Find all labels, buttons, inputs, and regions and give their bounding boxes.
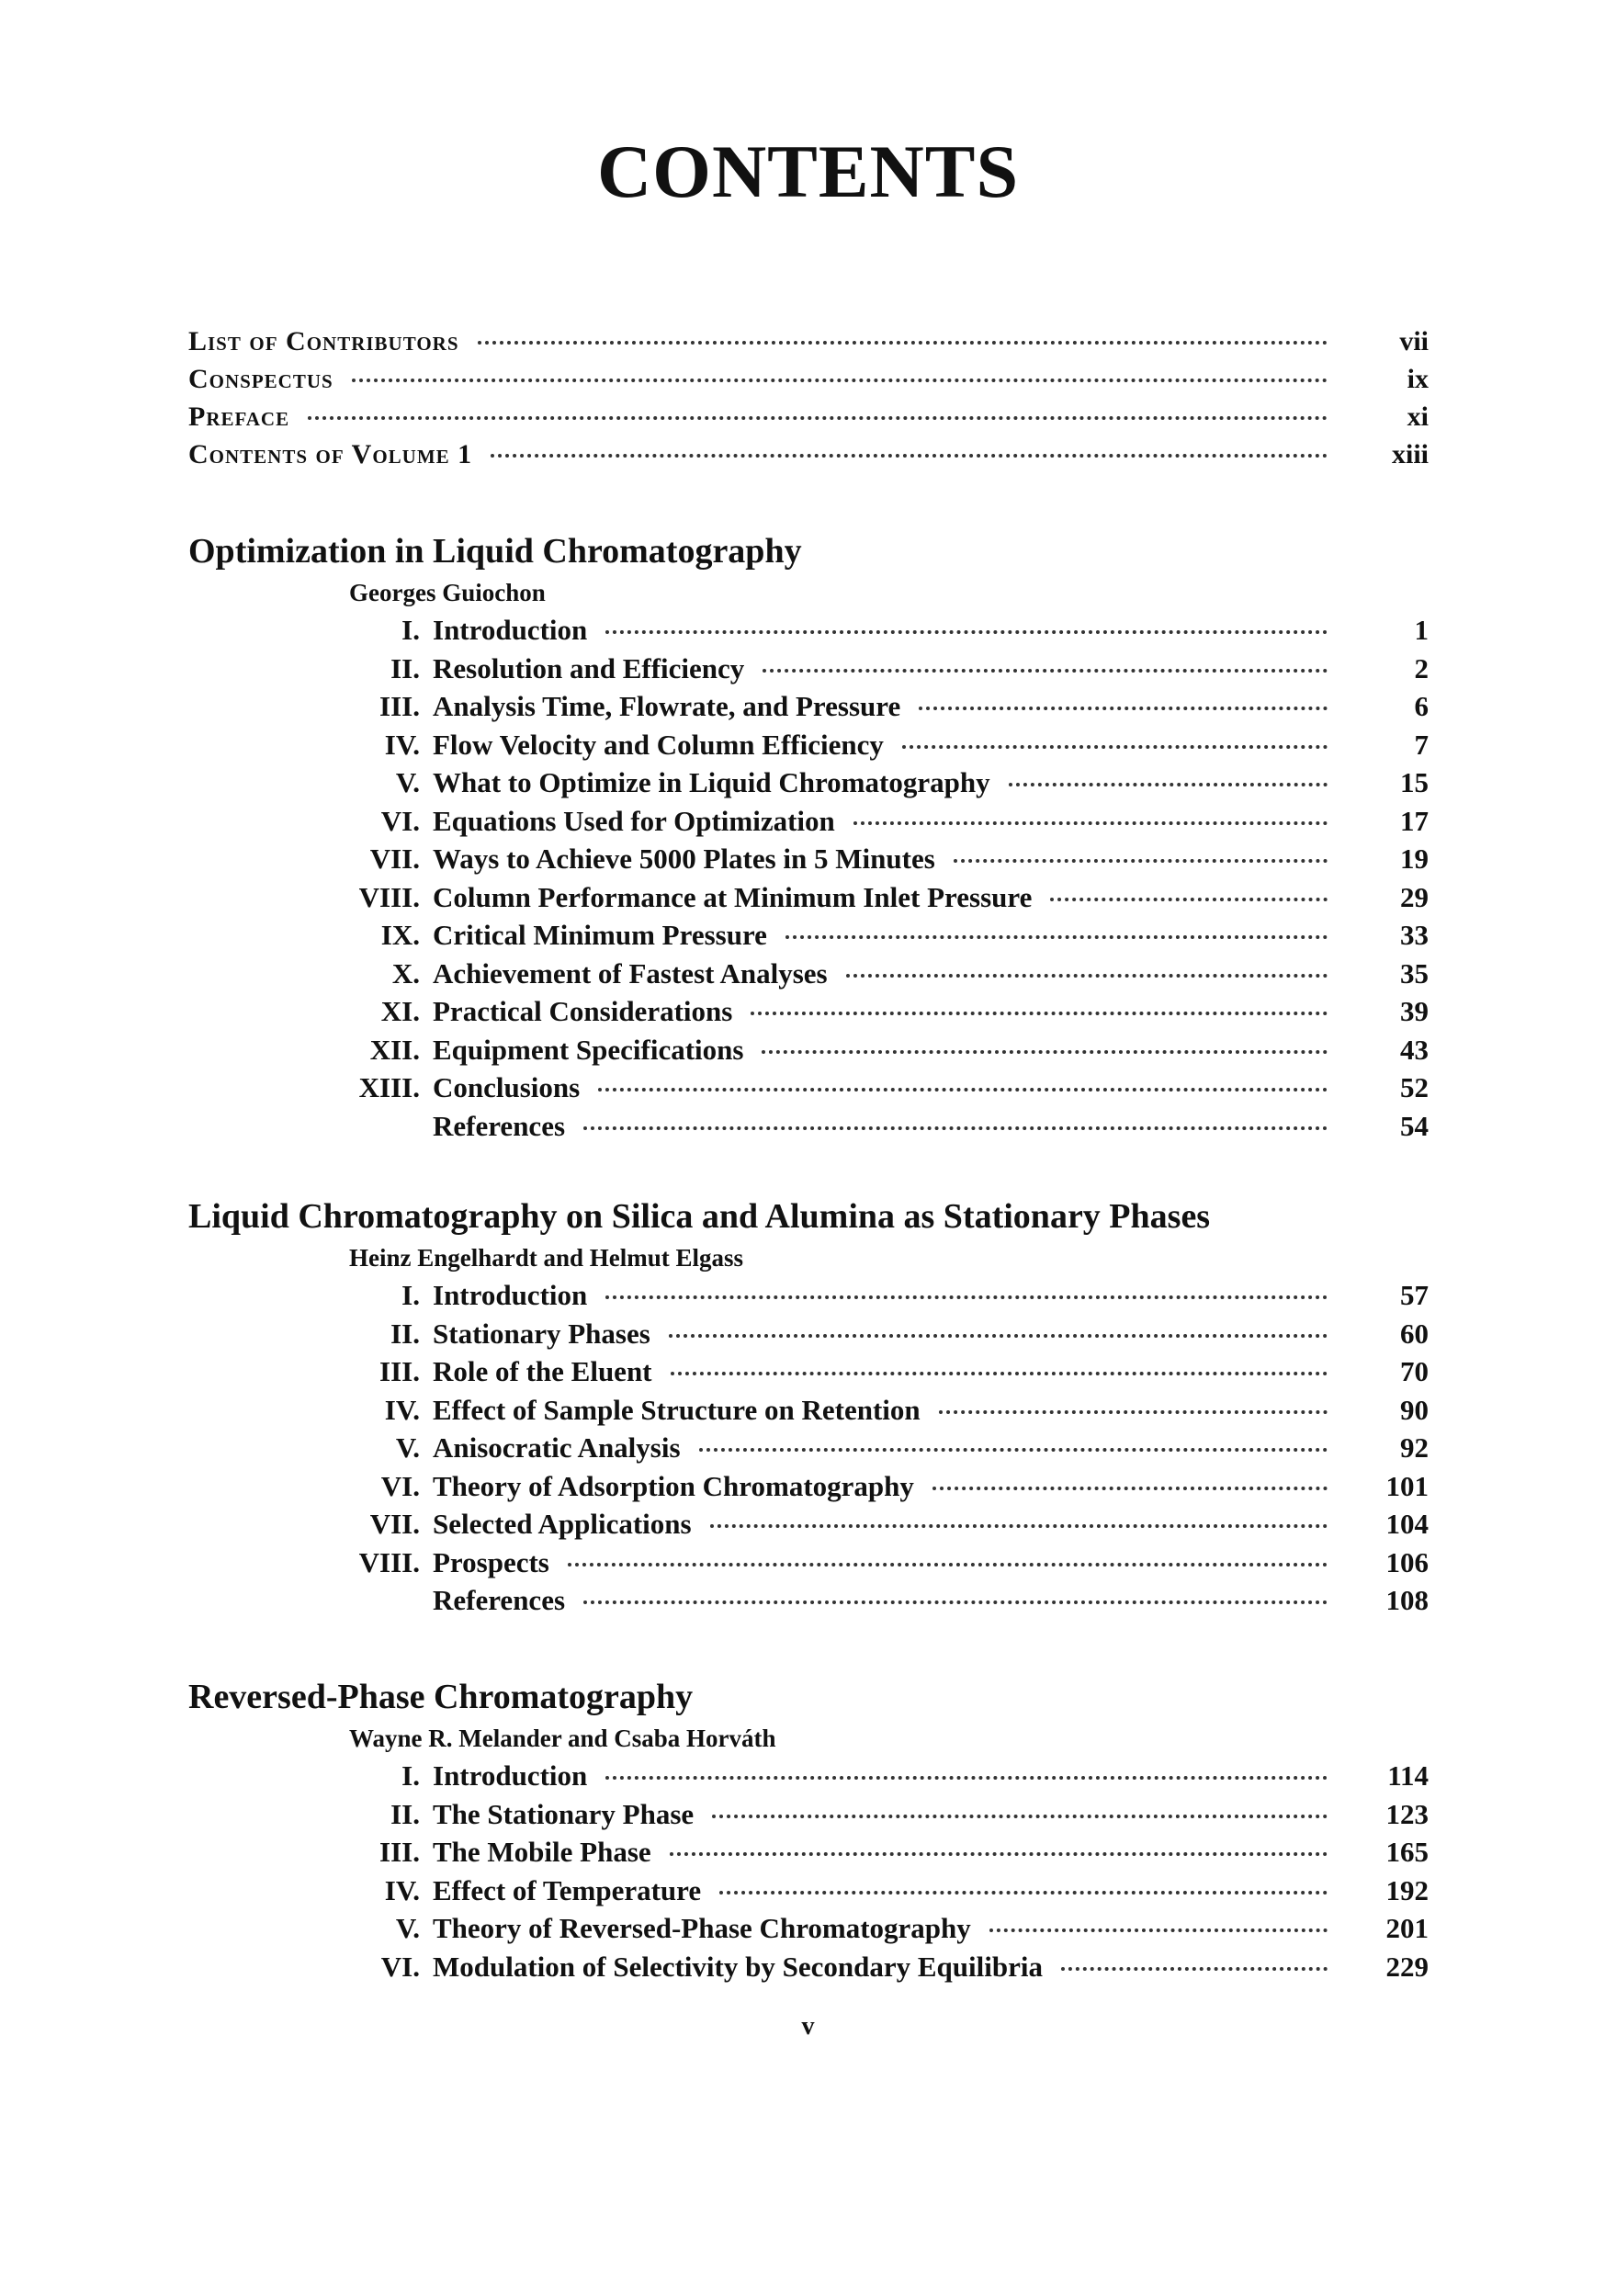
section-number: V. — [395, 766, 420, 798]
toc-entry — [188, 652, 1429, 691]
section-number: VII. — [369, 1508, 420, 1540]
section-title: References — [433, 1584, 566, 1616]
section-page: 2 — [1414, 651, 1429, 684]
section-title: Theory of Adsorption Chromatography — [433, 1469, 914, 1502]
section-title: References — [433, 1109, 566, 1142]
section-number: VI. — [380, 804, 420, 837]
section-number: I. — [401, 1759, 420, 1792]
toc-entry — [188, 1110, 1429, 1148]
chapter-authors: Georges Guiochon — [349, 579, 546, 606]
dot-leader — [478, 341, 1328, 345]
chapter-title: Optimization in Liquid Chromatography — [188, 532, 802, 571]
toc-entry — [188, 690, 1429, 729]
dot-leader — [598, 1088, 1328, 1091]
chapter — [188, 531, 1429, 1148]
dot-leader — [699, 1448, 1328, 1452]
chapter — [188, 1196, 1429, 1623]
dot-leader — [352, 379, 1328, 382]
toc-entry — [188, 1279, 1429, 1318]
section-title: Critical Minimum Pressure — [433, 919, 767, 951]
dot-leader — [853, 821, 1328, 825]
section-page: 35 — [1400, 956, 1429, 990]
toc-entry — [188, 1355, 1429, 1394]
front-matter-entry — [188, 402, 1429, 439]
section-number: VIII. — [358, 1545, 420, 1578]
section-title: Selected Applications — [433, 1508, 692, 1540]
toc-entry — [188, 1546, 1429, 1585]
page-title: CONTENTS — [596, 130, 1020, 213]
section-title: What to Optimize in Liquid Chromatography — [433, 766, 990, 798]
toc-entry — [188, 729, 1429, 767]
section-page: 17 — [1400, 804, 1429, 837]
dot-leader — [1050, 898, 1328, 901]
section-page: 52 — [1400, 1071, 1429, 1103]
section-title: Anisocratic Analysis — [433, 1431, 681, 1464]
dot-leader — [605, 1295, 1328, 1299]
section-number: VI. — [380, 1950, 420, 1983]
toc-entry — [188, 1584, 1429, 1623]
section-number: IV. — [384, 1393, 420, 1426]
section-title: Effect of Sample Structure on Retention — [433, 1393, 921, 1426]
toc-entry — [188, 1034, 1429, 1072]
dot-leader — [919, 707, 1328, 710]
section-page: 101 — [1385, 1469, 1429, 1502]
dot-leader — [669, 1334, 1328, 1338]
section-page: 60 — [1400, 1317, 1429, 1350]
chapter-authors: Wayne R. Melander and Csaba Horváth — [349, 1725, 776, 1752]
section-title: Effect of Temperature — [433, 1873, 702, 1906]
section-page: 39 — [1400, 995, 1429, 1027]
dot-leader — [932, 1487, 1328, 1490]
section-title: Role of the Eluent — [433, 1355, 652, 1387]
toc-entry — [188, 614, 1429, 652]
section-page: 29 — [1400, 880, 1429, 913]
section-title: The Stationary Phase — [433, 1797, 695, 1830]
section-number: III. — [379, 690, 420, 722]
toc-entry — [188, 843, 1429, 881]
section-page: 192 — [1385, 1873, 1429, 1906]
page-number: v — [801, 2012, 815, 2041]
chapter-title: Liquid Chromatography on Silica and Alumina as Stationary Phases — [188, 1197, 1211, 1236]
section-number: IV. — [384, 728, 420, 761]
toc-entry — [188, 995, 1429, 1034]
toc-entry — [188, 1318, 1429, 1356]
front-matter-entry — [188, 364, 1429, 402]
front-matter-page: vii — [1399, 326, 1429, 356]
section-page: 54 — [1400, 1109, 1429, 1142]
section-title: Flow Velocity and Column Efficiency — [433, 728, 884, 761]
section-title: Equations Used for Optimization — [433, 804, 835, 837]
toc-entry — [188, 919, 1429, 957]
section-number: II. — [390, 651, 420, 684]
dot-leader — [1009, 783, 1328, 786]
toc-entry — [188, 1836, 1429, 1874]
toc-entry — [188, 1798, 1429, 1837]
toc-entry — [188, 1874, 1429, 1913]
toc-entry — [188, 1951, 1429, 1989]
section-number: II. — [390, 1317, 420, 1350]
chapter-authors: Heinz Engelhardt and Helmut Elgass — [349, 1244, 744, 1272]
section-page: 108 — [1385, 1584, 1429, 1616]
section-page: 15 — [1400, 766, 1429, 798]
section-title: Modulation of Selectivity by Secondary Equilibria — [433, 1950, 1043, 1983]
section-page: 7 — [1414, 728, 1429, 761]
dot-leader — [671, 1372, 1328, 1375]
dot-leader — [308, 416, 1328, 420]
dot-leader — [605, 630, 1328, 634]
toc-entry — [188, 881, 1429, 920]
section-page: 165 — [1385, 1836, 1429, 1868]
dot-leader — [719, 1891, 1328, 1894]
section-page: 201 — [1385, 1912, 1429, 1944]
section-number: VI. — [380, 1469, 420, 1502]
section-title: Achievement of Fastest Analyses — [433, 956, 828, 990]
section-page: 19 — [1400, 843, 1429, 875]
section-number: I. — [401, 1279, 420, 1311]
section-title: Resolution and Efficiency — [433, 651, 745, 684]
dot-leader — [939, 1410, 1328, 1414]
dot-leader — [568, 1563, 1328, 1566]
dot-leader — [583, 1600, 1328, 1604]
section-title: Introduction — [433, 1759, 588, 1792]
dot-leader — [491, 454, 1328, 458]
section-page: 1 — [1414, 614, 1429, 646]
chapter — [188, 1677, 1429, 1988]
section-number: XI. — [380, 995, 420, 1027]
dot-leader — [710, 1524, 1328, 1528]
section-title: Conclusions — [433, 1071, 581, 1103]
dot-leader — [762, 1050, 1328, 1054]
section-title: Equipment Specifications — [433, 1033, 744, 1066]
section-title: Analysis Time, Flowrate, and Pressure — [433, 690, 901, 722]
front-matter-label: List of Contributors — [188, 326, 459, 356]
section-page: 90 — [1400, 1393, 1429, 1426]
section-number: VIII. — [358, 880, 420, 913]
section-number: IV. — [384, 1873, 420, 1906]
front-matter-label: Conspectus — [188, 364, 333, 394]
dot-leader — [989, 1928, 1328, 1932]
section-number: VII. — [369, 843, 420, 875]
toc-entry — [188, 1759, 1429, 1798]
toc-entry — [188, 1071, 1429, 1110]
dot-leader — [751, 1012, 1328, 1015]
dot-leader — [670, 1852, 1328, 1856]
section-page: 123 — [1385, 1797, 1429, 1830]
section-number: V. — [395, 1431, 420, 1464]
section-number: XII. — [369, 1033, 420, 1066]
toc-entry — [188, 805, 1429, 843]
section-page: 104 — [1385, 1508, 1429, 1540]
front-matter-page: ix — [1407, 364, 1429, 394]
front-matter-list — [188, 326, 1429, 477]
dot-leader — [1061, 1967, 1328, 1971]
dot-leader — [954, 859, 1328, 863]
section-title: Introduction — [433, 614, 588, 646]
dot-leader — [605, 1776, 1328, 1780]
section-page: 114 — [1387, 1759, 1429, 1792]
section-title: Practical Considerations — [433, 995, 733, 1027]
section-page: 106 — [1385, 1545, 1429, 1578]
section-number: III. — [379, 1355, 420, 1387]
front-matter-label: Contents of Volume 1 — [188, 439, 473, 469]
section-page: 229 — [1385, 1950, 1429, 1983]
section-title: Prospects — [433, 1545, 549, 1578]
section-number: XIII. — [358, 1071, 420, 1103]
section-page: 6 — [1414, 690, 1429, 722]
toc-entry — [188, 957, 1429, 996]
front-matter-label: Preface — [188, 402, 290, 432]
toc-entry — [188, 1470, 1429, 1509]
section-title: Column Performance at Minimum Inlet Pressure — [433, 880, 1033, 913]
section-title: Introduction — [433, 1279, 588, 1311]
section-page: 70 — [1400, 1355, 1429, 1387]
dot-leader — [846, 974, 1328, 978]
section-number: I. — [401, 614, 420, 646]
section-title: Ways to Achieve 5000 Plates in 5 Minutes — [433, 843, 935, 875]
front-matter-page: xi — [1407, 402, 1429, 432]
section-number: IX. — [380, 919, 420, 951]
toc-entry — [188, 1394, 1429, 1432]
section-title: The Mobile Phase — [433, 1836, 651, 1868]
toc-entry — [188, 766, 1429, 805]
toc-entry — [188, 1431, 1429, 1470]
section-title: Theory of Reversed-Phase Chromatography — [433, 1912, 971, 1944]
section-number: II. — [390, 1797, 420, 1830]
section-page: 33 — [1400, 919, 1429, 951]
dot-leader — [902, 745, 1328, 749]
toc-entry — [188, 1912, 1429, 1951]
front-matter-page: xiii — [1391, 439, 1429, 469]
dot-leader — [583, 1126, 1328, 1130]
section-number: III. — [379, 1836, 420, 1868]
front-matter-entry — [188, 439, 1429, 477]
dot-leader — [712, 1815, 1328, 1818]
toc-entry — [188, 1508, 1429, 1546]
section-page: 92 — [1400, 1431, 1429, 1464]
section-title: Stationary Phases — [433, 1317, 650, 1350]
front-matter-entry — [188, 326, 1429, 364]
section-number: X. — [391, 956, 420, 990]
section-page: 43 — [1400, 1033, 1429, 1066]
dot-leader — [785, 935, 1328, 939]
section-number: V. — [395, 1912, 420, 1944]
dot-leader — [763, 669, 1328, 673]
section-page: 57 — [1400, 1279, 1429, 1311]
chapter-title: Reversed-Phase Chromatography — [188, 1678, 694, 1716]
